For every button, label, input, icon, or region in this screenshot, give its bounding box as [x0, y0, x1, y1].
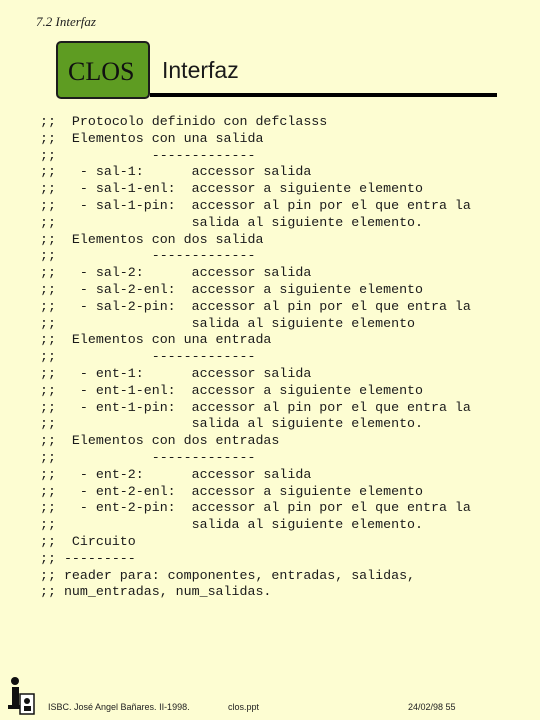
code-line: ;; - ent-1-enl: accessor a siguiente elemento: [40, 382, 424, 398]
footer-filename: clos.ppt: [228, 702, 260, 712]
title-underline: [150, 93, 497, 97]
person-info-icon: [4, 676, 36, 716]
code-line: ;; - sal-1-enl: accessor a siguiente elemento: [40, 181, 424, 197]
code-line: ;; Circuito: [40, 533, 136, 549]
code-line: ;; salida al siguiente elemento: [40, 315, 416, 331]
code-line: ;; Elementos con una entrada: [40, 332, 272, 348]
code-line: ;; -------------: [40, 449, 256, 465]
code-line: ;; Elementos con dos salida: [40, 231, 264, 247]
code-line: ;; salida al siguiente elemento.: [40, 416, 424, 432]
code-line: ;; salida al siguiente elemento.: [40, 517, 424, 533]
code-line: ;; - sal-1: accessor salida: [40, 164, 312, 180]
logo-text: CLOS: [68, 57, 135, 86]
code-line: ;; num_entradas, num_salidas.: [40, 584, 272, 600]
code-block: [40, 114, 471, 601]
code-line: ;; - sal-2-pin: accessor al pin por el que entra la: [40, 298, 471, 314]
code-line: ;; reader para: componentes, entradas, salidas,: [40, 567, 416, 583]
code-line: ;; Elementos con dos entradas: [40, 433, 280, 449]
code-line: ;; - sal-2-enl: accessor a siguiente elemento: [40, 281, 424, 297]
footer-date-page: 24/02/98 55: [408, 702, 456, 712]
code-line: ;; -------------: [40, 349, 256, 365]
code-line: ;; - ent-2-pin: accessor al pin por el que entra la: [40, 500, 471, 516]
code-line: ;; ---------: [40, 550, 136, 566]
code-line: ;; salida al siguiente elemento.: [40, 214, 424, 230]
code-line: ;; - ent-2-enl: accessor a siguiente elemento: [40, 483, 424, 499]
clos-logo: [56, 41, 150, 99]
code-line: ;; - ent-2: accessor salida: [40, 466, 312, 482]
footer-author: ISBC. José Angel Bañares. II-1998.: [48, 702, 190, 712]
slide-title: Interfaz: [162, 57, 239, 83]
code-line: ;; - ent-1: accessor salida: [40, 365, 312, 381]
code-line: ;; - sal-2: accessor salida: [40, 265, 312, 281]
code-line: ;; Elementos con una salida: [40, 130, 264, 146]
code-line: ;; Protocolo definido con defclasss: [40, 114, 328, 129]
code-line: ;; - sal-1-pin: accessor al pin por el que entra la: [40, 197, 471, 213]
code-line: ;; - ent-1-pin: accessor al pin por el que entra la: [40, 399, 471, 415]
section-header: 7.2 Interfaz: [36, 14, 96, 29]
code-line: ;; -------------: [40, 147, 256, 163]
code-line: ;; -------------: [40, 248, 256, 264]
